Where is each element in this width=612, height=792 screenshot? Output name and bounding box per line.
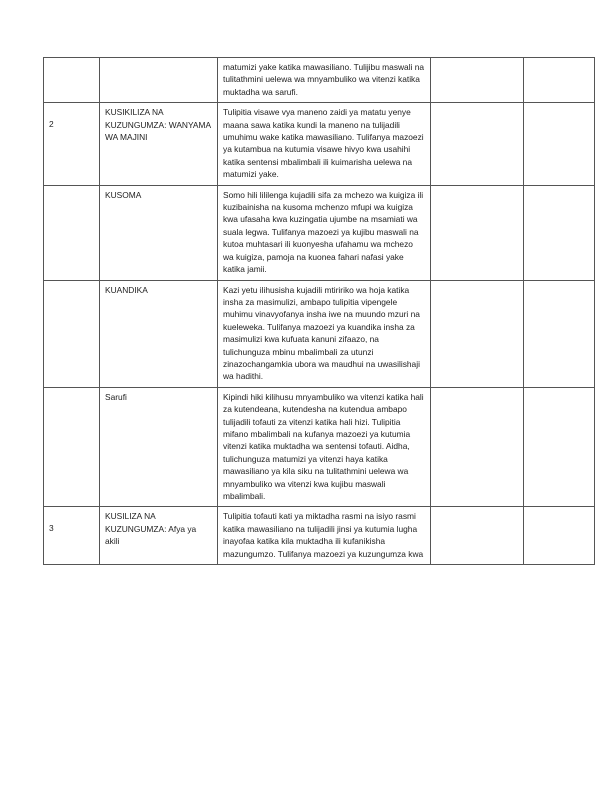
subject-cell: KUSILIZA NA KUZUNGUMZA: Afya ya akili (100, 507, 218, 565)
lesson-table (43, 57, 595, 565)
empty-cell (431, 185, 524, 280)
subject-cell: KUANDIKA (100, 280, 218, 387)
table-row (44, 185, 595, 280)
empty-cell (431, 507, 524, 565)
empty-cell (524, 58, 595, 103)
subject-cell: KUSOMA (100, 185, 218, 280)
week-number-cell: 3 (44, 507, 100, 565)
content-cell: Tulipitia tofauti kati ya miktadha rasmi na isiyo rasmi katika mawasiliano na tulijadili jinsi ya kutumia lugha inayofaa katika kila muktadha ili kufanikisha mazungumzo. Tulifanya mazoezi ya kuzungumza kwa (218, 507, 431, 565)
table-row (44, 103, 595, 185)
subject-cell: KUSIKILIZA NA KUZUNGUMZA: WANYAMA WA MAJINI (100, 103, 218, 185)
table-row (44, 387, 595, 507)
empty-cell (524, 185, 595, 280)
week-number-cell (44, 280, 100, 387)
empty-cell (524, 507, 595, 565)
empty-cell (431, 280, 524, 387)
empty-cell (431, 58, 524, 103)
content-cell: Kazi yetu ilihusisha kujadili mtiririko wa hoja katika insha za masimulizi, ambapo tulipitia vipengele muhimu vinavyofanya insha iwe na muundo mzuri na kueleweka. Tulifanya mazoezi ya kuandika insha za masimulizi kwa kufuata kanuni zifaazo, na tulichunguza mbinu mbalimbali za utunzi zinazochangamkia ubora wa maudhui na uwasilishaji wa hadithi. (218, 280, 431, 387)
content-cell: matumizi yake katika mawasiliano. Tulijibu maswali na tulitathmini uelewa wa mnyambuliko wa vitenzi katika muktadha wa sarufi. (218, 58, 431, 103)
empty-cell (431, 103, 524, 185)
week-number-cell (44, 58, 100, 103)
empty-cell (524, 103, 595, 185)
week-number-cell: 2 (44, 103, 100, 185)
empty-cell (524, 387, 595, 507)
week-number-cell (44, 387, 100, 507)
content-cell: Somo hili lililenga kujadili sifa za mchezo wa kuigiza ili kuzibainisha na kusoma mchenzo mfupi wa kuigiza kwa ufasaha kwa kuzingatia ujumbe na msamiati wa suala legwa. Tulifanya mazoezi ya kujibu maswali na kutoa muhtasari ili kuonyesha ufahamu wa mchezo wa kuigiza, pamoja na kuonea fahari nafasi yake katika jamii. (218, 185, 431, 280)
week-number-cell (44, 185, 100, 280)
subject-cell (100, 58, 218, 103)
table-row (44, 280, 595, 387)
empty-cell (431, 387, 524, 507)
content-cell: Kipindi hiki kilihusu mnyambuliko wa vitenzi katika hali za kutendeana, kutendesha na kutendua ambapo tulijadili tofauti za vitenzi katika hali hizi. Tulipitia mifano mbalimbali na kufanya mazoezi ya kutumia vitenzi katika muktadha wa sentensi tofauti. Aidha, tulichunguza matumizi ya vitenzi haya katika mawasiliano ya kila siku na tulitathmini uelewa wa mnyambuliko wa vitenzi kwa kujibu maswali mbalimbali. (218, 387, 431, 507)
table-row (44, 507, 595, 565)
content-cell: Tulipitia visawe vya maneno zaidi ya matatu yenye maana sawa katika kundi la maneno na tulijadili umuhimu wake katika mawasiliano. Tulifanya mazoezi ya kutambua na kutumia visawe hivyo kwa usahihi katika sentensi mbalimbali ili kuimarisha uelewa na matumizi yake. (218, 103, 431, 185)
table-row (44, 58, 595, 103)
subject-cell: Sarufi (100, 387, 218, 507)
empty-cell (524, 280, 595, 387)
